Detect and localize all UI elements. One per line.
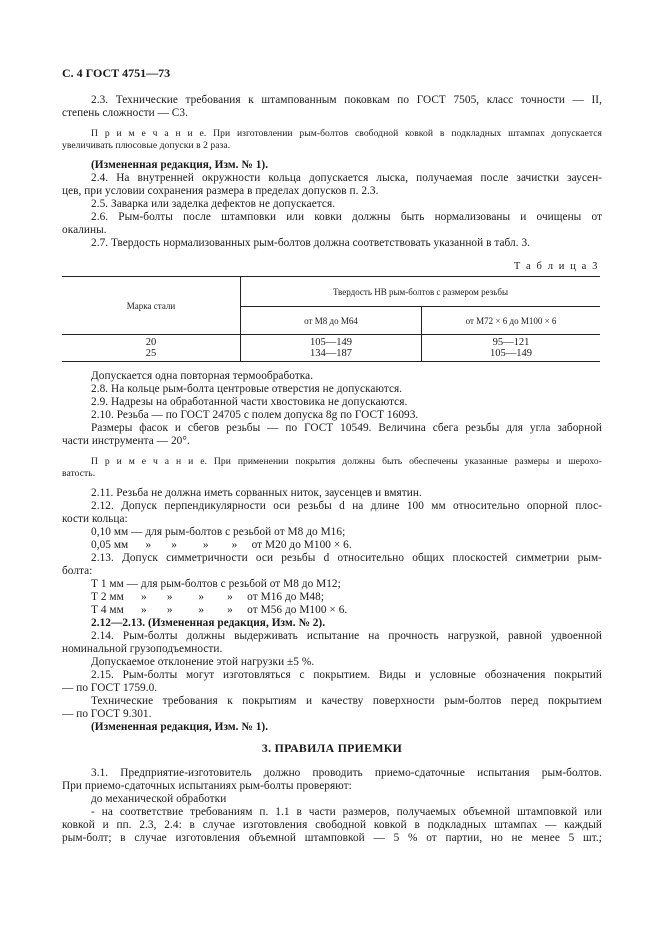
edit-note-2: 2.12—2.13. (Измененная редакция, Изм. № 2). bbox=[91, 617, 326, 629]
clause-2-13-line1: 2.13. Допуск симметричности оси резьбы d относительно общих плоскостей симметрии рым- bbox=[91, 552, 602, 564]
clause-3-1-line6: рым-болт; в случае изготовления объемной штамповкой — 5 % от партии, но не менее 5 шт.; bbox=[62, 832, 602, 844]
load-deviation: Допускаемое отклонение этой нагрузки ±5 %. bbox=[91, 656, 315, 668]
reheat-line: Допускается одна повторная термообработка. bbox=[91, 370, 314, 382]
clause-2-12-line1: 2.12. Допуск перпендикулярности оси резьбы d на длине 100 мм относительно опорной плос- bbox=[91, 500, 602, 512]
clause-2-12-line2: кости кольца: bbox=[62, 513, 128, 525]
table-cell-large: 105—149 bbox=[422, 348, 601, 362]
edit-note-1b: (Измененная редакция, Изм. № 1). bbox=[91, 721, 269, 733]
coating-req-line2: — по ГОСТ 9.301. bbox=[62, 708, 152, 720]
note-1-line1: П р и м е ч а н и е. При изготовлении рым-болтов свободной ковкой в подкладных штампах допускается bbox=[91, 128, 602, 139]
table-subheader-large: от М72 × 6 до М100 × 6 bbox=[422, 307, 601, 335]
note-2-line1: П р и м е ч а н и е. При применении покрытия должны быть обеспечены указанные размеры и шерохо- bbox=[91, 456, 602, 467]
table-cell-steel: 25 bbox=[62, 348, 241, 362]
clause-3-1-line2: При приемо-сдаточных испытаниях рым-болты проверяют: bbox=[62, 780, 352, 792]
clause-2-10: 2.10. Резьба — по ГОСТ 24705 с полем допуска 8g по ГОСТ 16093. bbox=[91, 409, 419, 421]
clause-2-3-line1: 2.3. Технические требования к штампованным поковкам по ГОСТ 7505, класс точности — II, bbox=[91, 94, 602, 106]
page-header: С. 4 ГОСТ 4751—73 bbox=[62, 66, 171, 80]
clause-2-5: 2.5. Заварка или заделка дефектов не допускается. bbox=[91, 198, 336, 210]
table-cell-small: 105—149 bbox=[241, 335, 422, 349]
note-2-line2: ватость. bbox=[62, 468, 96, 479]
symmetry-line2: Т 2 мм » » » » от М16 до М48; bbox=[91, 591, 325, 603]
clause-2-4-line1: 2.4. На внутренней окружности кольца допускается лыска, получаемая после зачистки заусен- bbox=[91, 172, 602, 184]
clause-2-6-line2: окалины. bbox=[62, 224, 107, 236]
table-caption: Т а б л и ц а 3 bbox=[513, 261, 599, 272]
clause-3-1-line3: до механической обработки bbox=[91, 793, 227, 805]
symmetry-line1: Т 1 мм — для рым-болтов с резьбой от М8 до М12; bbox=[91, 578, 341, 590]
clause-2-3-line2: степень сложности — С3. bbox=[62, 107, 188, 119]
tolerance-line1: 0,10 мм — для рым-болтов с резьбой от М8 до М16; bbox=[91, 526, 346, 538]
clause-2-15-line2: — по ГОСТ 1759.0. bbox=[62, 682, 158, 694]
clause-2-6-line1: 2.6. Рым-болты после штамповки или ковки должны быть нормализованы и очищены от bbox=[91, 211, 602, 223]
clause-2-14-line2: номинальной грузоподъемности. bbox=[62, 643, 223, 655]
thread-sizes-line1: Размеры фасок и сбегов резьбы — по ГОСТ 10549. Величина сбега резьбы для угла заборной bbox=[91, 422, 602, 434]
table-cell-steel: 20 bbox=[145, 337, 157, 348]
clause-2-15-line1: 2.15. Рым-болты могут изготовляться с покрытием. Виды и условные обозначения покрытий bbox=[91, 669, 602, 681]
thread-sizes-line2: части инструмента — 20°. bbox=[62, 435, 190, 447]
clause-2-8: 2.8. На кольце рым-болта центровые отверстия не допускаются. bbox=[91, 383, 403, 395]
section-title: 3. ПРАВИЛА ПРИЕМКИ bbox=[261, 741, 403, 755]
clause-2-4-line2: цев, при условии сохранения размера в пределах допусков п. 2.3. bbox=[62, 185, 379, 197]
clause-3-1-line1: 3.1. Предприятие-изготовитель должно проводить приемо-сдаточные испытания рым-болтов. bbox=[91, 767, 602, 779]
symmetry-line3: Т 4 мм » » » » от М56 до М100 × 6. bbox=[91, 604, 348, 616]
clause-2-7: 2.7. Твердость нормализованных рым-болтов должна соответствовать указанной в табл. 3. bbox=[91, 237, 531, 249]
table-cell-large: 95—121 bbox=[422, 335, 601, 349]
tolerance-line2: 0,05 мм » » » » от М20 до М100 × 6. bbox=[91, 539, 352, 551]
clause-2-13-line2: болта: bbox=[62, 565, 93, 577]
clause-3-1-line4: - на соответствие требованиям п. 1.1 в части размеров, получаемых объемной штамповкой или bbox=[91, 806, 602, 818]
note-1-line2: увеличивать плюсовые допуски в 2 раза. bbox=[62, 140, 231, 151]
table-cell-small: 134—187 bbox=[241, 348, 422, 362]
table-header-group: Твердость НВ рым-болтов с размером резьбы bbox=[241, 277, 601, 307]
table-subheader-small: от М8 до М64 bbox=[241, 307, 422, 335]
hardness-table bbox=[62, 276, 600, 362]
clause-3-1-line5: ковкой и пп. 2.3, 2.4: в случае изготовления свободной ковкой в подкладных штампах — каждый bbox=[62, 819, 602, 831]
edit-note-1: (Измененная редакция, Изм. № 1). bbox=[91, 159, 269, 171]
clause-2-14-line1: 2.14. Рым-болты должны выдерживать испытание на прочность нагрузкой, равной удвоенной bbox=[91, 630, 602, 642]
coating-req-line1: Технические требования к покрытиям и качеству поверхности рым-болтов перед покрытием bbox=[91, 695, 602, 707]
clause-2-9: 2.9. Надрезы на обработанной части хвостовика не допускаются. bbox=[91, 396, 408, 408]
table-header-steel: Марка стали bbox=[62, 277, 241, 335]
clause-2-11: 2.11. Резьба не должна иметь сорванных ниток, заусенцев и вмятин. bbox=[91, 487, 422, 499]
